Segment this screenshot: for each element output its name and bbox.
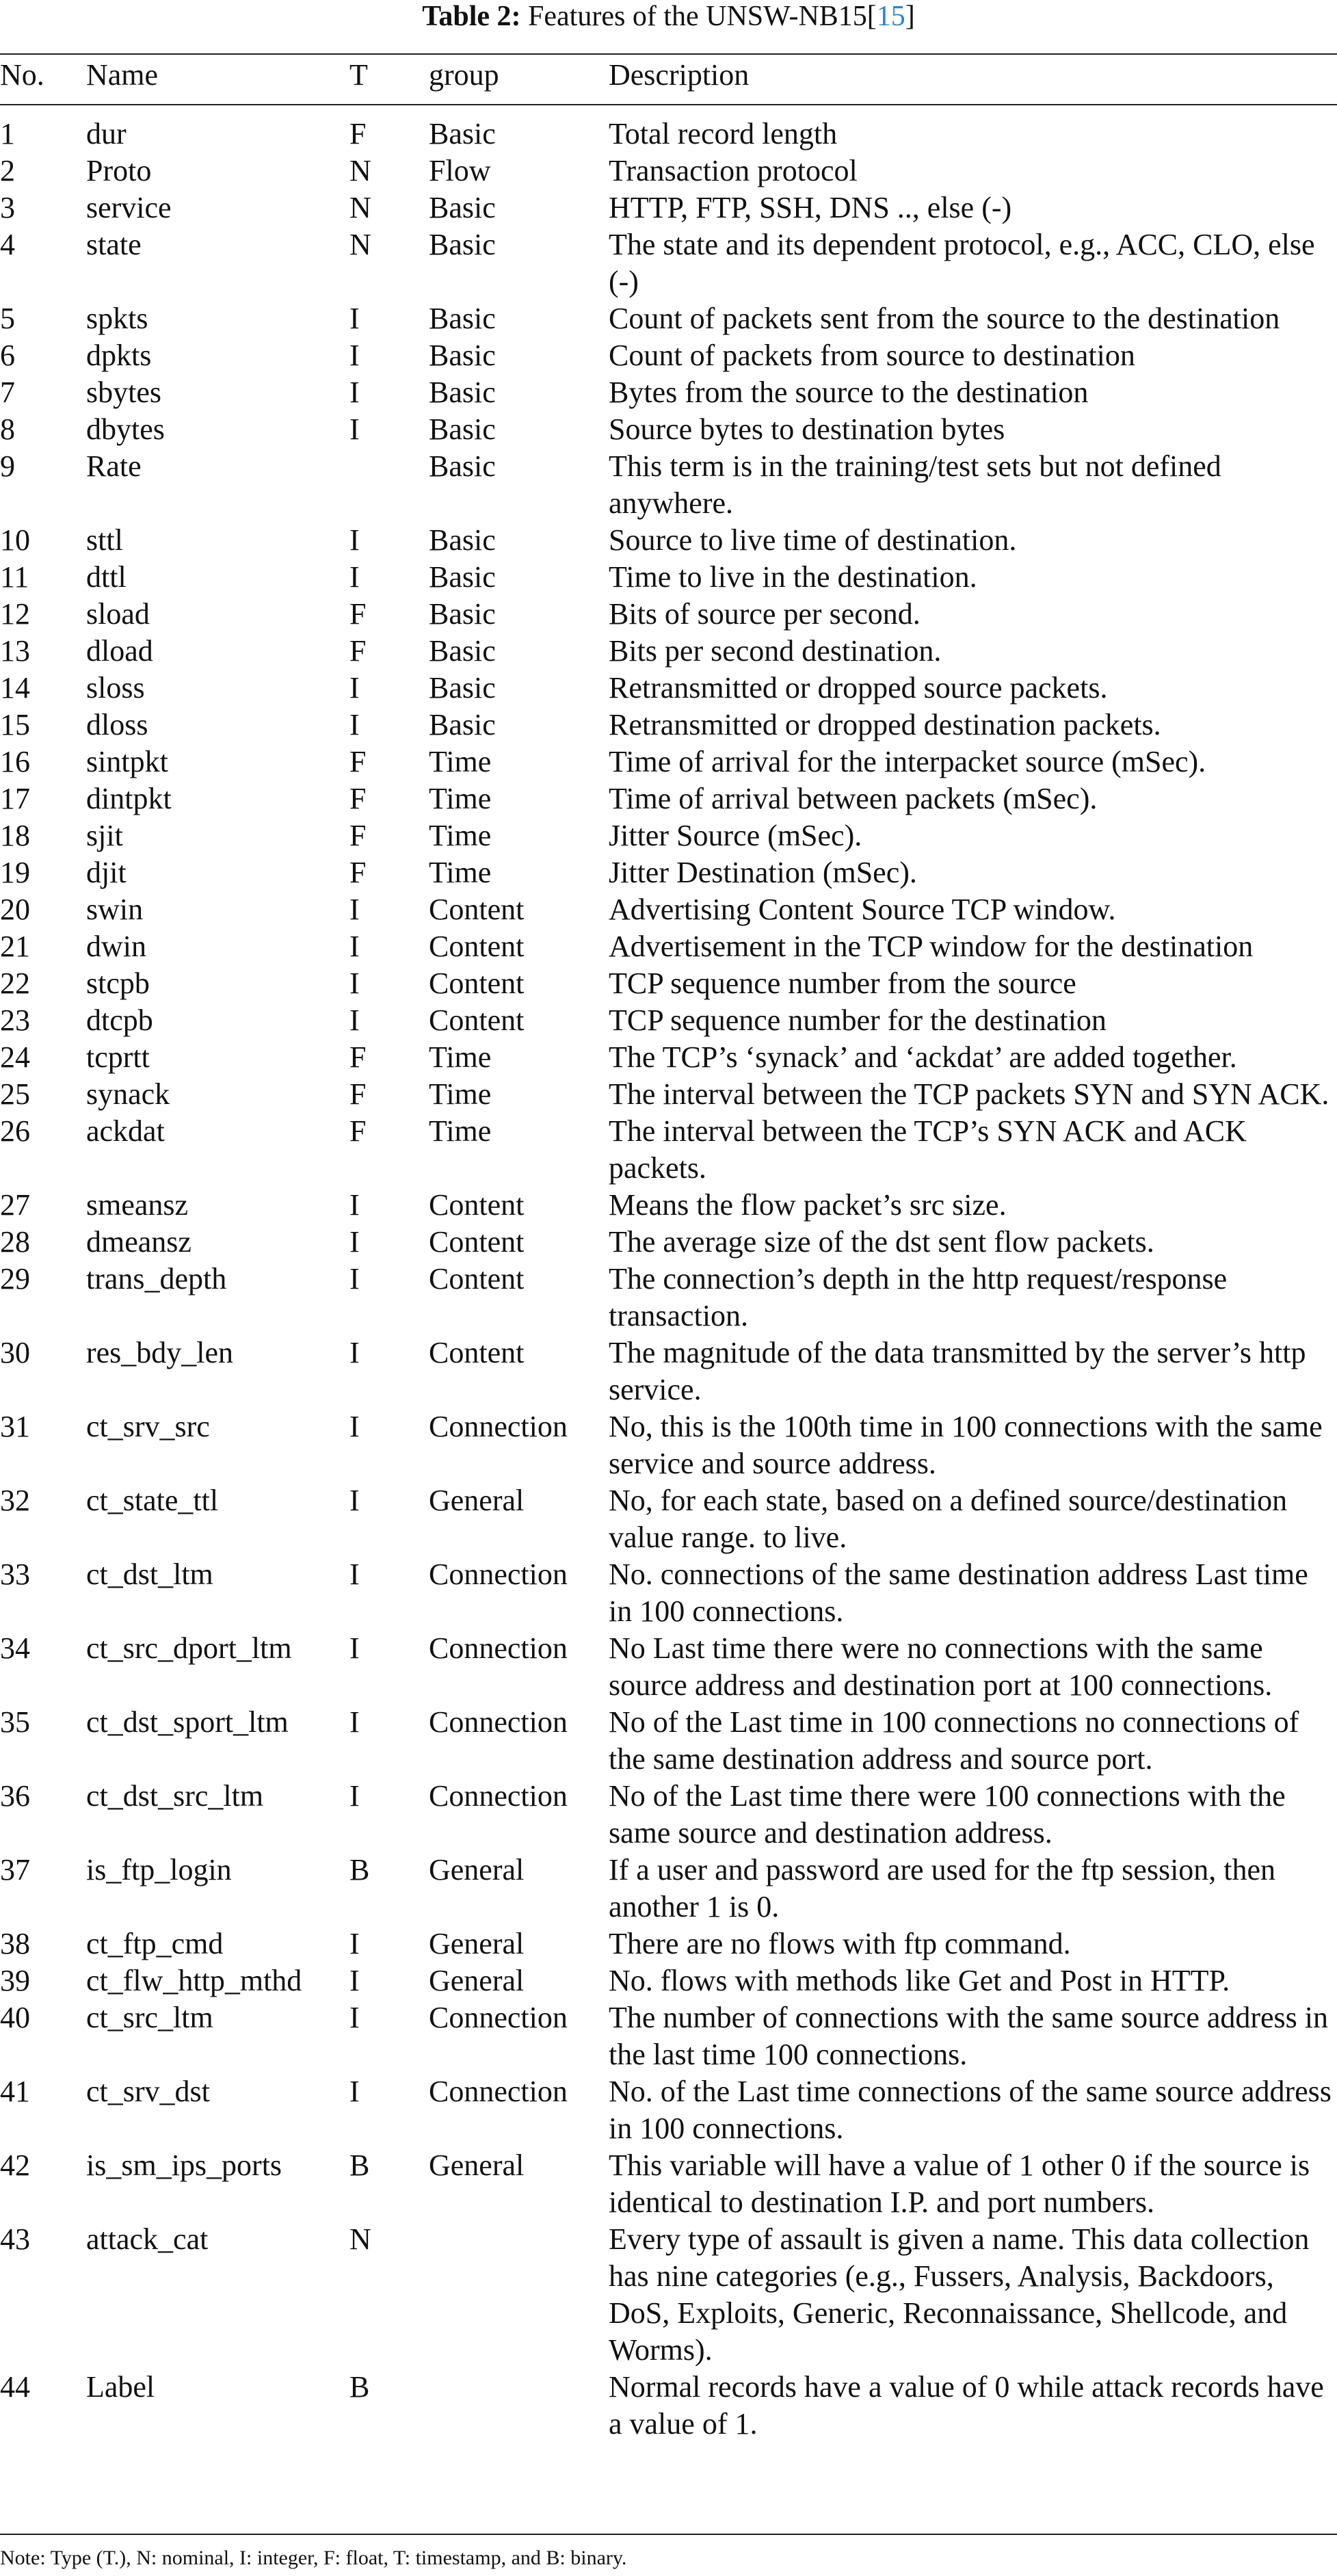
cell-name: ct_src_ltm (86, 2001, 213, 2034)
cell-group: Basic (429, 560, 496, 594)
table-row (0, 1852, 1337, 1926)
cell-type: I (349, 1964, 360, 1997)
cell-group: Basic (429, 228, 496, 261)
cell-no: 13 (0, 634, 30, 668)
cell-name: ct_state_ttl (86, 1484, 219, 1517)
cell-name: dintpkt (86, 782, 172, 815)
cell-name: dmeansz (86, 1225, 191, 1259)
cell-name: ct_src_dport_ltm (86, 1631, 292, 1665)
cell-type: F (349, 819, 367, 852)
cell-type: I (349, 1336, 360, 1369)
table-row (0, 1335, 1337, 1408)
cell-description: The state and its dependent protocol, e.g., ACC, CLO, else (-) (609, 228, 1315, 298)
cell-no: 3 (0, 191, 15, 224)
cell-group: Time (429, 1114, 492, 1148)
cell-description: Time of arrival between packets (mSec). (609, 782, 1098, 815)
table-row (0, 1224, 1337, 1261)
cell-group: Content (429, 1262, 525, 1296)
cell-no: 22 (0, 967, 30, 1000)
cell-group: Basic (429, 597, 496, 631)
cell-group: Basic (429, 634, 496, 668)
cell-description: Source bytes to destination bytes (609, 412, 1005, 446)
cell-group: Connection (429, 2075, 568, 2108)
cell-no: 29 (0, 1262, 30, 1296)
cell-name: ct_dst_sport_ltm (86, 1705, 289, 1739)
cell-group: Basic (429, 671, 496, 705)
cell-group: Time (429, 782, 492, 815)
cell-type: N (349, 154, 371, 187)
cell-no: 11 (0, 560, 29, 594)
table-row (0, 559, 1337, 596)
cell-name: sbytes (86, 376, 161, 409)
cell-no: 42 (0, 2148, 30, 2182)
cell-group: Content (429, 967, 525, 1000)
cell-type: I (349, 1003, 360, 1037)
cell-type: B (349, 1853, 370, 1887)
cell-group: Time (429, 819, 492, 852)
cell-type: I (349, 523, 360, 557)
cell-description: If a user and password are used for the ftp session, then another 1 is 0. (609, 1853, 1276, 1923)
cell-description: No. connections of the same destination address Last time in 100 connections. (609, 1558, 1308, 1628)
cell-name: Label (86, 2370, 155, 2404)
cell-name: dpkts (86, 339, 152, 372)
cell-group (429, 2369, 609, 2443)
cell-type: F (349, 634, 367, 668)
table-row (0, 337, 1337, 374)
cell-no: 7 (0, 376, 15, 409)
cell-type: I (349, 1262, 360, 1296)
cell-description: Retransmitted or dropped destination packets. (609, 708, 1161, 741)
cell-type: I (349, 1779, 360, 1813)
caption-label: Table 2: (422, 1, 521, 32)
table-row (0, 1187, 1337, 1224)
table-row (0, 891, 1337, 928)
table-row (0, 780, 1337, 817)
cell-name: ct_ftp_cmd (86, 1927, 224, 1960)
cell-description: Jitter Destination (mSec). (609, 856, 917, 889)
cell-no: 39 (0, 1964, 30, 1997)
cell-no: 25 (0, 1077, 30, 1111)
cell-group: Connection (429, 1410, 568, 1443)
cell-no: 4 (0, 228, 15, 261)
cell-name: ct_flw_http_mthd (86, 1964, 302, 1997)
cell-type: F (349, 597, 367, 631)
table-row (0, 633, 1337, 670)
cell-description: This term is in the training/test sets but not defined anywhere. (609, 449, 1221, 520)
cell-group: Basic (429, 708, 496, 741)
cell-description: The connection’s depth in the http request/response transaction. (609, 1262, 1228, 1332)
cell-type (349, 448, 429, 522)
cell-type: I (349, 1558, 360, 1591)
cell-no: 33 (0, 1558, 30, 1591)
table-row (0, 2073, 1337, 2147)
cell-description: Time of arrival for the interpacket source (mSec). (609, 745, 1206, 778)
cell-no: 40 (0, 2001, 30, 2034)
cell-type: I (349, 708, 360, 741)
cell-group: Basic (429, 191, 496, 224)
cell-name: smeansz (86, 1188, 189, 1222)
cell-type: B (349, 2370, 370, 2404)
table-row (0, 2369, 1337, 2443)
cell-name: dbytes (86, 412, 165, 446)
table-row (0, 928, 1337, 965)
cell-type: I (349, 2001, 360, 2034)
cell-group: Connection (429, 2001, 568, 2034)
table-row (0, 2147, 1337, 2221)
cell-name: sload (86, 597, 150, 631)
table-row (0, 744, 1337, 780)
cell-group: Time (429, 1077, 492, 1111)
cell-no: 26 (0, 1114, 30, 1148)
table-top-rule (0, 53, 1337, 55)
cell-name: djit (86, 856, 127, 889)
cell-type: I (349, 339, 360, 372)
column-header-name: Name (86, 58, 159, 92)
cell-description: The number of connections with the same source address in the last time 100 connections. (609, 2001, 1329, 2071)
caption-ref-close: ] (905, 1, 915, 32)
cell-type: I (349, 2075, 360, 2108)
cell-name: dtcpb (86, 1003, 153, 1037)
table-row (0, 1261, 1337, 1335)
table-row (0, 1076, 1337, 1113)
cell-group: Content (429, 1188, 525, 1222)
table-row (0, 448, 1337, 522)
cell-no: 17 (0, 782, 30, 815)
cell-group: General (429, 1853, 525, 1887)
cell-type: F (349, 1040, 367, 1074)
table-row (0, 1408, 1337, 1482)
cell-description: Advertisement in the TCP window for the destination (609, 930, 1254, 963)
cell-description: Time to live in the destination. (609, 560, 977, 594)
cell-type: I (349, 1188, 360, 1222)
table-row (0, 854, 1337, 891)
cell-type: I (349, 1631, 360, 1665)
table-row (0, 1556, 1337, 1630)
cell-description: There are no flows with ftp command. (609, 1927, 1071, 1960)
table-row (0, 707, 1337, 744)
cell-description: The average size of the dst sent flow packets. (609, 1225, 1154, 1259)
cell-name: is_sm_ips_ports (86, 2148, 282, 2182)
cell-name: spkts (86, 302, 148, 335)
cell-type: B (349, 2148, 370, 2182)
cell-type: I (349, 376, 360, 409)
column-header-type: T (349, 58, 368, 92)
cell-name: ct_srv_src (86, 1410, 210, 1443)
cell-description: Bits of source per second. (609, 597, 921, 631)
cell-type: I (349, 1410, 360, 1443)
cell-group: General (429, 1484, 525, 1517)
cell-type: I (349, 967, 360, 1000)
cell-type: I (349, 1225, 360, 1259)
cell-description: Total record length (609, 117, 838, 150)
cell-type: N (349, 2222, 371, 2256)
cell-description: Advertising Content Source TCP window. (609, 893, 1116, 926)
table-row (0, 1999, 1337, 2073)
cell-group: Basic (429, 302, 496, 335)
cell-group: Basic (429, 523, 496, 557)
cell-name: dwin (86, 930, 146, 963)
table-row (0, 2221, 1337, 2369)
table-row (0, 817, 1337, 854)
cell-group: Basic (429, 117, 496, 150)
cell-no: 28 (0, 1225, 30, 1259)
cell-type: I (349, 412, 360, 446)
cell-type: I (349, 1705, 360, 1739)
cell-name: Proto (86, 154, 152, 187)
cell-description: No Last time there were no connections with the same source address and destination port at 100 connections. (609, 1631, 1273, 1702)
table-header-row (0, 57, 1337, 105)
cell-description: The interval between the TCP’s SYN ACK and ACK packets. (609, 1114, 1247, 1185)
cell-type: I (349, 930, 360, 963)
table-row (0, 300, 1337, 337)
cell-name: dloss (86, 708, 148, 741)
cell-type: F (349, 1077, 367, 1111)
cell-no: 32 (0, 1484, 30, 1517)
cell-group: General (429, 1927, 525, 1960)
cell-description: No. flows with methods like Get and Post in HTTP. (609, 1964, 1230, 1997)
table-row (0, 105, 1337, 153)
cell-no: 1 (0, 117, 15, 150)
column-header-description: Description (609, 58, 750, 92)
cell-description: No. of the Last time connections of the same source address in 100 connections. (609, 2075, 1332, 2145)
cell-description: The interval between the TCP packets SYN and SYN ACK. (609, 1077, 1329, 1111)
table-note: Note: Type (T.), N: nominal, I: integer, F: float, T: timestamp, and B: binary. (0, 2547, 627, 2569)
cell-group: Connection (429, 1779, 568, 1813)
cell-name: dload (86, 634, 153, 668)
cell-no: 21 (0, 930, 30, 963)
cell-name: sttl (86, 523, 123, 557)
cell-description: Transaction protocol (609, 154, 858, 187)
cell-name: ct_dst_ltm (86, 1558, 213, 1591)
cell-no: 10 (0, 523, 30, 557)
cell-no: 31 (0, 1410, 30, 1443)
cell-group: Time (429, 745, 492, 778)
cell-name: service (86, 191, 172, 224)
cell-type: F (349, 1114, 367, 1148)
table-row (0, 226, 1337, 300)
cell-description: Jitter Source (mSec). (609, 819, 862, 852)
cell-group: Content (429, 930, 525, 963)
cell-no: 12 (0, 597, 30, 631)
table-body (0, 105, 1337, 2443)
caption-text: Features of the UNSW-NB15 (528, 1, 867, 32)
cell-description: Count of packets from source to destination (609, 339, 1135, 372)
cell-description: Retransmitted or dropped source packets. (609, 671, 1108, 705)
table-row (0, 1926, 1337, 1962)
cell-no: 36 (0, 1779, 30, 1813)
cell-description: Source to live time of destination. (609, 523, 1017, 557)
cell-no: 9 (0, 449, 15, 483)
cell-type: I (349, 560, 360, 594)
cell-description: Bytes from the source to the destination (609, 376, 1089, 409)
cell-no: 18 (0, 819, 30, 852)
cell-no: 37 (0, 1853, 30, 1887)
cell-group: Basic (429, 339, 496, 372)
table-row (0, 1962, 1337, 1999)
table-row (0, 411, 1337, 448)
cell-group: Basic (429, 412, 496, 446)
table-row (0, 1778, 1337, 1852)
cell-description: TCP sequence number from the source (609, 967, 1076, 1000)
cell-description: This variable will have a value of 1 other 0 if the source is identical to destination I.P. and port numbers. (609, 2148, 1310, 2219)
table-caption (0, 0, 1337, 36)
cell-group: General (429, 1964, 525, 1997)
cell-type: F (349, 745, 367, 778)
cell-name: swin (86, 893, 144, 926)
cell-no: 41 (0, 2075, 30, 2108)
cell-no: 24 (0, 1040, 30, 1074)
cell-group (429, 2221, 609, 2369)
cell-group: Content (429, 1225, 525, 1259)
cell-group: Connection (429, 1705, 568, 1739)
table-row (0, 596, 1337, 633)
cell-description: No, for each state, based on a defined source/destination value range. to live. (609, 1484, 1288, 1554)
cell-name: stcpb (86, 967, 150, 1000)
features-table (0, 57, 1337, 2443)
column-header-group: group (429, 58, 499, 92)
cell-no: 6 (0, 339, 15, 372)
cell-group: Time (429, 856, 492, 889)
cell-type: N (349, 228, 371, 261)
cell-description: No of the Last time in 100 connections no connections of the same destination address and source port. (609, 1705, 1299, 1776)
cell-name: ct_srv_dst (86, 2075, 210, 2108)
cell-type: I (349, 893, 360, 926)
cell-no: 43 (0, 2222, 30, 2256)
cell-description: Bits per second destination. (609, 634, 942, 668)
cell-no: 44 (0, 2370, 30, 2404)
cell-name: Rate (86, 449, 142, 483)
table-row (0, 1704, 1337, 1778)
column-header-no: No. (0, 58, 44, 92)
cell-name: res_bdy_len (86, 1336, 234, 1369)
cell-type: F (349, 782, 367, 815)
cell-no: 30 (0, 1336, 30, 1369)
cell-group: General (429, 2148, 525, 2182)
cell-no: 16 (0, 745, 30, 778)
cell-no: 5 (0, 302, 15, 335)
table-row (0, 965, 1337, 1002)
cell-group: Flow (429, 154, 491, 187)
table-row (0, 522, 1337, 559)
caption-ref-open: [ (866, 1, 877, 32)
cell-group: Time (429, 1040, 492, 1074)
cell-type: I (349, 1927, 360, 1960)
cell-description: Normal records have a value of 0 while attack records have a value of 1. (609, 2370, 1324, 2441)
cell-no: 15 (0, 708, 30, 741)
cell-description: No of the Last time there were 100 connections with the same source and destination address. (609, 1779, 1286, 1850)
cell-name: ct_dst_src_ltm (86, 1779, 264, 1813)
cell-no: 23 (0, 1003, 30, 1037)
cell-type: N (349, 191, 371, 224)
cell-no: 27 (0, 1188, 30, 1222)
cell-no: 38 (0, 1927, 30, 1960)
cell-type: F (349, 856, 367, 889)
table-row (0, 670, 1337, 707)
table-row (0, 1039, 1337, 1076)
table-row (0, 189, 1337, 226)
cell-name: is_ftp_login (86, 1853, 232, 1887)
cell-group: Connection (429, 1558, 568, 1591)
cell-description: Means the flow packet’s src size. (609, 1188, 1007, 1222)
cell-description: Every type of assault is given a name. This data collection has nine categories (e.g., Fussers, Analysis, Backdoors, DoS, Exploits, Generic, Reconnaissance, Shellcode, and Worms). (609, 2222, 1310, 2367)
cell-group: Basic (429, 376, 496, 409)
cell-group: Content (429, 1003, 525, 1037)
table-row (0, 374, 1337, 411)
cell-name: attack_cat (86, 2222, 209, 2256)
table-row (0, 1002, 1337, 1039)
table-row (0, 1482, 1337, 1556)
cell-type: F (349, 117, 367, 150)
cell-name: sloss (86, 671, 145, 705)
cell-name: sintpkt (86, 745, 168, 778)
cell-description: The TCP’s ‘synack’ and ‘ackdat’ are added together. (609, 1040, 1237, 1074)
cell-group: Basic (429, 449, 496, 483)
cell-name: dur (86, 117, 127, 150)
cell-type: I (349, 302, 360, 335)
cell-no: 19 (0, 856, 30, 889)
cell-group: Content (429, 893, 525, 926)
cell-description: Count of packets sent from the source to the destination (609, 302, 1280, 335)
cell-name: synack (86, 1077, 170, 1111)
cell-type: I (349, 671, 360, 705)
cell-no: 14 (0, 671, 30, 705)
cell-no: 35 (0, 1705, 30, 1739)
cell-no: 2 (0, 154, 15, 187)
cell-name: tcprtt (86, 1040, 150, 1074)
table-row (0, 1113, 1337, 1187)
cell-name: dttl (86, 560, 127, 594)
cell-description: TCP sequence number for the destination (609, 1003, 1107, 1037)
cell-group: Connection (429, 1631, 568, 1665)
cell-name: state (86, 228, 142, 261)
cell-no: 34 (0, 1631, 30, 1665)
cell-no: 8 (0, 412, 15, 446)
cell-type: I (349, 1484, 360, 1517)
cell-no: 20 (0, 893, 30, 926)
cell-name: sjit (86, 819, 123, 852)
cell-group: Content (429, 1336, 525, 1369)
cell-description: HTTP, FTP, SSH, DNS .., else (-) (609, 191, 1012, 224)
table-row (0, 1630, 1337, 1704)
cell-name: ackdat (86, 1114, 165, 1148)
cell-description: No, this is the 100th time in 100 connections with the same service and source address. (609, 1410, 1323, 1480)
table-row (0, 153, 1337, 189)
cell-name: trans_depth (86, 1262, 227, 1296)
table-bottom-rule (0, 2534, 1337, 2535)
cell-description: The magnitude of the data transmitted by the server’s http service. (609, 1336, 1306, 1406)
citation-link[interactable]: 15 (876, 1, 905, 32)
